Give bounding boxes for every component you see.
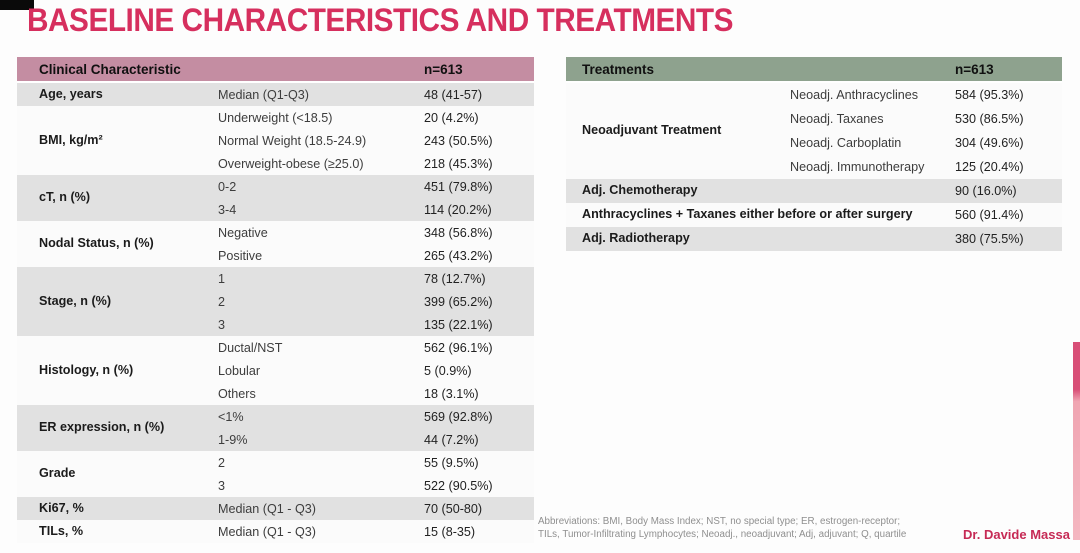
table-header-count: n=613 [424,61,463,77]
row-group [17,83,534,106]
row-value: 218 (45.3%) [424,156,493,171]
table-row [955,179,1062,203]
row-group-label: Adj. Chemotherapy [582,183,698,198]
row-group [17,175,534,221]
table-row [218,106,534,129]
row-group-label: cT, n (%) [39,190,91,205]
table-row [218,83,534,106]
row-sublabel: Others [218,386,256,401]
row-sublabel: Normal Weight (18.5-24.9) [218,133,367,148]
row-sublabel: 0-2 [218,179,237,194]
row-value: 451 (79.8%) [424,179,493,194]
row-value: 569 (92.8%) [424,409,493,424]
row-group-rows [790,83,1062,179]
table-row [218,152,534,175]
row-value: 584 (95.3%) [955,88,1024,102]
table-header [566,57,1062,83]
row-value: 348 (56.8%) [424,225,493,240]
table-row [218,244,534,267]
table-row [218,175,534,198]
row-group-rows [955,203,1062,227]
table-row [218,267,534,290]
row-group-rows [955,179,1062,203]
row-value: 70 (50-80) [424,501,483,516]
treatments-table [566,57,1062,251]
table-row [790,131,1062,155]
row-group [17,405,534,451]
row-group-label: Grade [39,466,76,481]
row-sublabel: <1% [218,409,244,424]
row-group-label: Age, years [39,86,103,101]
row-value: 399 (65.2%) [424,294,493,309]
row-sublabel: Median (Q1 - Q3) [218,524,316,539]
row-group-rows [218,520,534,543]
row-value: 78 (12.7%) [424,271,486,286]
table-row [218,221,534,244]
row-group-label: Histology, n (%) [39,362,134,377]
abbreviations-footnote [538,516,958,541]
row-group-rows [955,227,1062,251]
table-header [17,57,534,83]
row-group-rows [218,106,534,175]
row-group [566,227,1062,251]
row-group-rows [218,497,534,520]
row-sublabel: Neoadj. Anthracyclines [790,88,919,102]
row-group [17,497,534,520]
table-header-label: Clinical Characteristic [39,61,181,77]
row-sublabel: Negative [218,225,268,240]
row-sublabel: Positive [218,248,263,263]
row-sublabel: Neoadj. Taxanes [790,112,884,126]
row-value: 135 (22.1%) [424,317,493,332]
row-group-rows [218,83,534,106]
table-row [218,451,534,474]
table-row [790,155,1062,179]
row-value: 44 (7.2%) [424,432,479,447]
row-group-label: Nodal Status, n (%) [39,236,154,251]
row-value: 5 (0.9%) [424,363,472,378]
row-sublabel: Ductal/NST [218,340,283,355]
row-sublabel: 3-4 [218,202,237,217]
table-row [218,359,534,382]
row-sublabel: Median (Q1 - Q3) [218,501,316,516]
row-value: 48 (41-57) [424,87,483,102]
row-group [17,520,534,543]
row-sublabel: 3 [218,478,226,493]
row-sublabel: 3 [218,317,226,332]
row-group-label: ER expression, n (%) [39,420,165,435]
table-body [17,83,534,543]
row-group [566,203,1062,227]
row-value: 265 (43.2%) [424,248,493,263]
row-group-rows [218,405,534,451]
table-row [218,129,534,152]
row-group-label: TILs, % [39,523,84,538]
row-value: 243 (50.5%) [424,133,493,148]
row-group-label: Neoadjuvant Treatment [582,123,722,138]
row-value: 55 (9.5%) [424,455,479,470]
row-value: 560 (91.4%) [955,208,1024,222]
right-edge-accent-bar [1073,342,1080,540]
table-row [218,336,534,359]
row-value: 380 (75.5%) [955,232,1024,246]
row-sublabel: 1 [218,271,226,286]
row-value: 20 (4.2%) [424,110,479,125]
row-sublabel: 1-9% [218,432,248,447]
row-group-rows [218,267,534,336]
row-sublabel: Lobular [218,363,261,378]
footnote-line: TILs, Tumor-Infiltrating Lymphocytes; Neoadj., neoadjuvant; Adj, adjuvant; Q, quartile [538,528,907,540]
row-group-rows [218,336,534,405]
table-row [218,497,534,520]
presenter-credit: Dr. Davide Massa [963,527,1070,542]
row-group-label: Stage, n (%) [39,293,112,308]
row-group-rows [218,221,534,267]
row-group [17,267,534,336]
row-value: 304 (49.6%) [955,136,1024,150]
table-row [218,405,534,428]
row-group-label: BMI, kg/m² [39,132,103,147]
row-sublabel: Neoadj. Immunotherapy [790,160,925,174]
table-header-count: n=613 [955,61,994,77]
row-value: 90 (16.0%) [955,184,1017,198]
row-value: 562 (96.1%) [424,340,493,355]
row-group-label: Adj. Radiotherapy [582,231,690,246]
table-row [790,107,1062,131]
footnote-line: Abbreviations: BMI, Body Mass Index; NST, no special type; ER, estrogen-receptor; [538,516,901,527]
row-sublabel: Underweight (<18.5) [218,110,333,125]
table-row [218,520,534,543]
row-group [17,106,534,175]
table-row [218,382,534,405]
row-group-rows [218,175,534,221]
table-row [218,198,534,221]
row-value: 18 (3.1%) [424,386,479,401]
table-row [218,290,534,313]
row-sublabel: 2 [218,294,226,309]
row-group [566,179,1062,203]
row-group [17,336,534,405]
table-row [218,428,534,451]
row-group-label: Anthracyclines + Taxanes either before or after surgery [582,207,913,222]
row-group [17,451,534,497]
table-header-label: Treatments [582,61,655,77]
row-group [566,83,1062,179]
table-row [218,313,534,336]
clinical-characteristics-table [17,57,534,543]
row-value: 530 (86.5%) [955,112,1024,126]
table-row [955,203,1062,227]
row-sublabel: Neoadj. Carboplatin [790,136,902,150]
row-group [17,221,534,267]
row-value: 114 (20.2%) [424,202,492,217]
page-title: BASELINE CHARACTERISTICS AND TREATMENTS [27,2,734,38]
row-value: 522 (90.5%) [424,478,493,493]
row-sublabel: 2 [218,455,226,470]
row-value: 125 (20.4%) [955,160,1024,174]
row-sublabel: Median (Q1-Q3) [218,87,309,102]
table-row [218,474,534,497]
row-value: 15 (8-35) [424,524,476,539]
table-body [566,83,1062,251]
row-sublabel: Overweight-obese (≥25.0) [218,156,364,171]
table-row [790,83,1062,107]
table-row [955,227,1062,251]
row-group-rows [218,451,534,497]
row-group-label: Ki67, % [39,500,84,515]
